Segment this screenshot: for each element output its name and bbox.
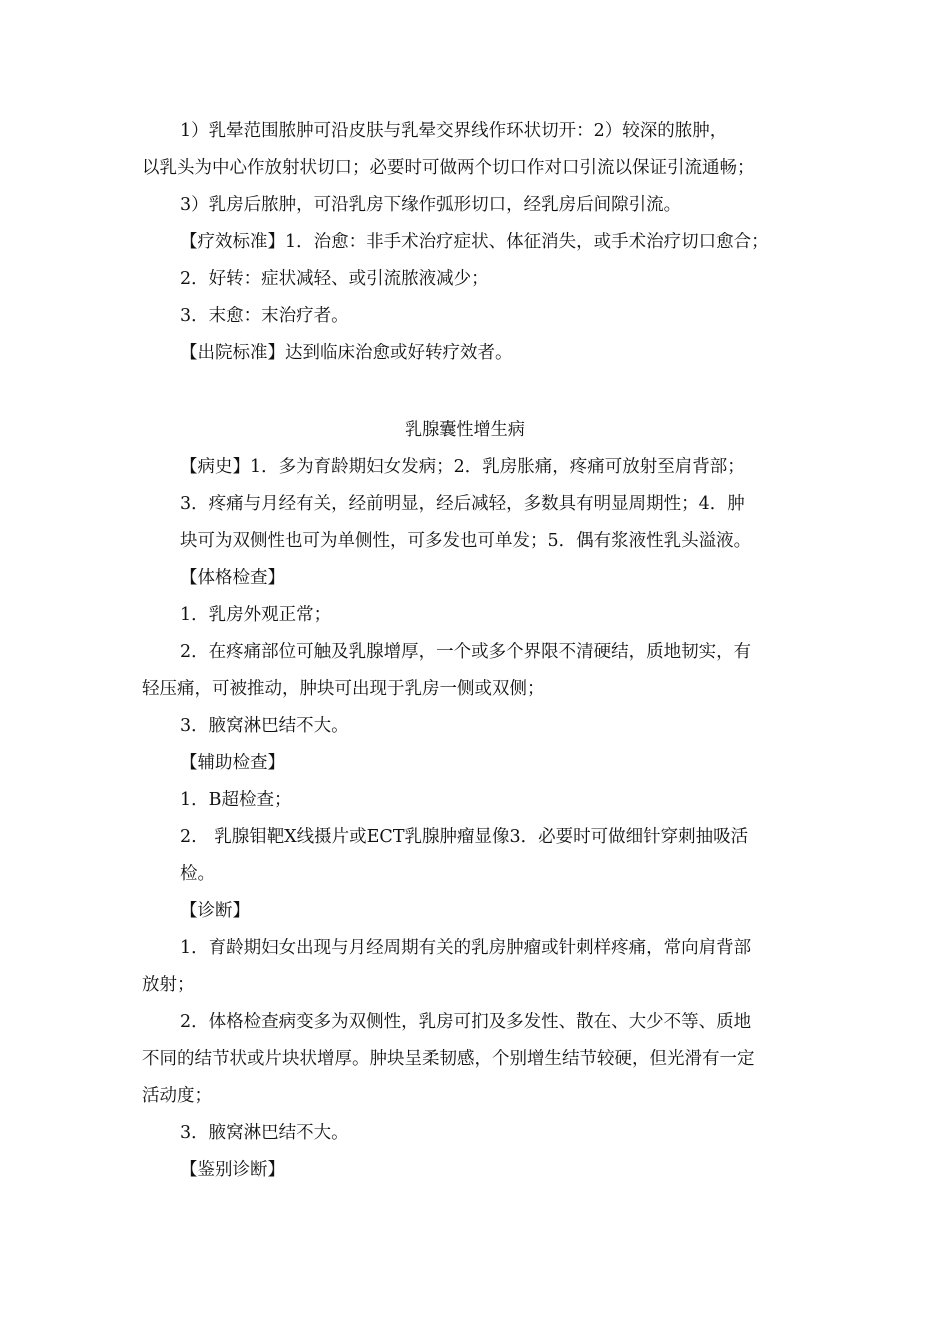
auxiliary-exam-heading: 【辅助检查】 — [180, 753, 285, 773]
diagnosis-heading: 【诊断】 — [180, 901, 250, 921]
diagnosis-item-2-line-2: 不同的结节状或片块状增厚。肿块呈柔韧感，个别增生结节较硬，但光滑有一定 — [142, 1049, 755, 1069]
diagnosis-item-2-line-1: 2．体格检查病变多为双侧性，乳房可扪及多发性、散在、大少不等、质地 — [180, 1012, 752, 1032]
history-line-2: 3．疼痛与月经有关，经前明显，经后减轻，多数具有明显周期性；4．肿 — [180, 494, 745, 514]
diagnosis-item-1-line-1: 1．育龄期妇女出现与月经周期有关的乳房肿瘤或针刺样疼痛，常向肩背部 — [180, 938, 752, 958]
physical-exam-item-1: 1．乳房外观正常； — [180, 605, 332, 625]
efficacy-standard-line-1: 【疗效标准】1．治愈：非手术治疗症状、体征消失，或手术治疗切口愈合； — [180, 232, 769, 252]
abscess-incision-text-line-3: 3）乳房后脓肿，可沿乳房下缘作弧形切口，经乳房后间隙引流。 — [180, 195, 682, 215]
discharge-standard-line: 【出院标准】达到临床治愈或好转疗效者。 — [180, 343, 513, 363]
differential-diagnosis-heading: 【鉴别诊断】 — [180, 1160, 285, 1180]
diagnosis-item-1-line-2: 放射； — [142, 975, 195, 995]
abscess-incision-text-line-2: 以乳头为中心作放射状切口；必要时可做两个切口作对口引流以保证引流通畅； — [142, 158, 755, 178]
physical-exam-heading: 【体格检查】 — [180, 568, 285, 588]
diagnosis-item-3: 3．腋窝淋巴结不大。 — [180, 1123, 349, 1143]
auxiliary-exam-item-1: 1．B超检查； — [180, 790, 292, 810]
auxiliary-exam-item-2-line-2: 检。 — [180, 864, 215, 884]
physical-exam-item-2-line-2: 轻压痛，可被推动，肿块可出现于乳房一侧或双侧； — [142, 679, 545, 699]
physical-exam-item-3: 3．腋窝淋巴结不大。 — [180, 716, 349, 736]
section-heading: 乳腺囊性增生病 — [405, 420, 525, 440]
diagnosis-item-2-line-3: 活动度； — [142, 1086, 212, 1106]
history-line-3: 块可为双侧性也可为单侧性，可多发也可单发；5．偶有浆液性乳头溢液。 — [180, 531, 752, 551]
efficacy-standard-line-2: 2．好转：症状减轻、或引流脓液减少； — [180, 269, 489, 289]
auxiliary-exam-item-2-line-1: 2. 乳腺钼靶X线摄片或ECT乳腺肿瘤显像3．必要时可做细针穿刺抽吸活 — [180, 827, 749, 847]
physical-exam-item-2-line-1: 2．在疼痛部位可触及乳腺增厚，一个或多个界限不清硬结，质地韧实，有 — [180, 642, 752, 662]
abscess-incision-text-line-1: 1）乳晕范围脓肿可沿皮肤与乳晕交界线作环状切开：2）较深的脓肿， — [180, 121, 728, 141]
efficacy-standard-line-3: 3．末愈：末治疗者。 — [180, 306, 349, 326]
history-line-1: 【病史】1．多为育龄期妇女发病；2．乳房胀痛，疼痛可放射至肩背部； — [180, 457, 745, 477]
